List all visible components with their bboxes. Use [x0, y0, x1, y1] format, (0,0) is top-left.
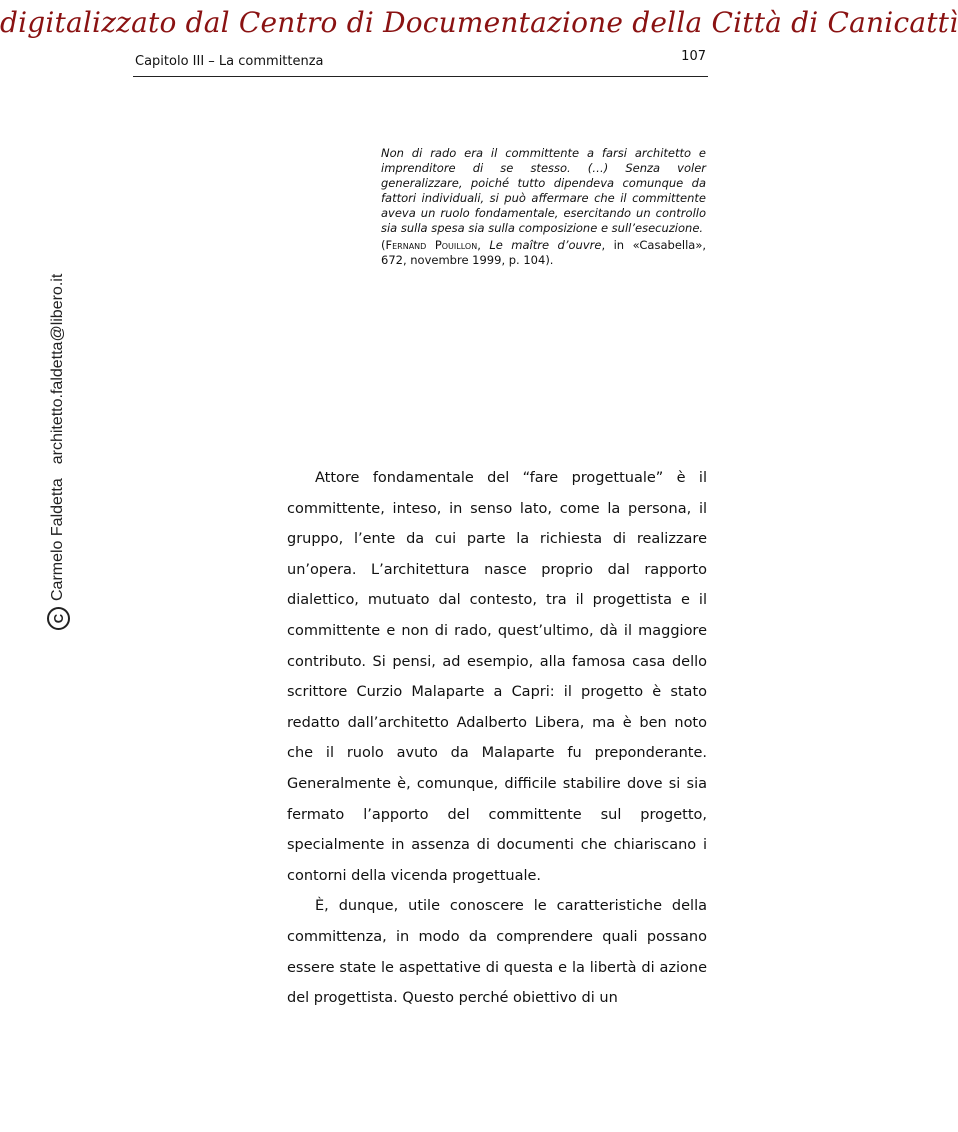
paragraph: È, dunque, utile conoscere le caratteristiche della committenza, in modo da comprendere quali possano essere state le aspettative di questa e la libertà di azione del progettista. Questo perché obiettivo di un: [287, 898, 707, 1007]
digitization-banner: digitalizzato dal Centro di Documentazione della Città di Canicattì: [0, 6, 958, 39]
epigraph-quote: Non di rado era il committente a farsi architetto e imprenditore di se stesso. (…) Senza voler generalizzare, poiché tutto dipendeva comunque da fattori individuali, si può affermare che il committente aveva un ruolo fondamentale, esercitando un controllo sia sulla spesa sia sulla composizione e sull’esecuzione.: [381, 146, 706, 235]
epigraph: [381, 146, 706, 268]
side-credit: [48, 270, 68, 630]
body-text: [287, 463, 707, 1014]
source-title: Le maître d’ouvre: [489, 238, 602, 252]
chapter-title: Capitolo III – La committenza: [135, 54, 324, 69]
copyright-icon: C: [47, 607, 70, 630]
source-author: Fernand Pouillon: [385, 238, 478, 252]
running-header: [133, 50, 708, 77]
author-name: Carmelo Faldetta: [49, 478, 66, 601]
page-number: 107: [681, 49, 706, 64]
epigraph-source: (Fernand Pouillon, Le maître d’ouvre, in «Casabella», 672, novembre 1999, p. 104).: [381, 238, 707, 267]
paragraph: Attore fondamentale del “fare progettuale” è il committente, inteso, in senso lato, come la persona, il gruppo, l’ente da cui parte la richiesta di realizzare un’opera. L’architettura nasce proprio dal rapporto dialettico, mutuato dal contesto, tra il progettista e il committente e non di rado, quest’ultimo, dà il maggiore contributo. Si pensi, ad esempio, alla famosa casa dello scrittore Curzio Malaparte a Capri: il progetto è stato redatto dall’architetto Adalberto Libera, ma è ben noto che il ruolo avuto da Malaparte fu preponderante. Generalmente è, comunque, difficile stabilire dove si sia fermato l’apporto del committente sul progetto, specialmente in assenza di documenti che chiariscano i contorni della vicenda progettuale.: [287, 470, 707, 884]
author-email: architetto.faldetta@libero.it: [49, 273, 66, 465]
